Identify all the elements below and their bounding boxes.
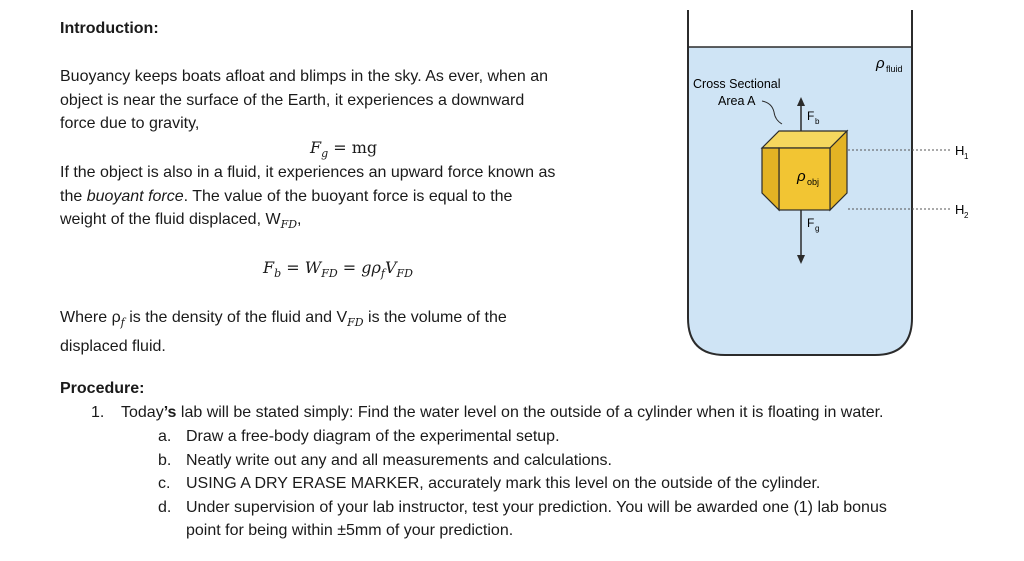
intro-line [60, 306, 660, 335]
eq-symbol: F [263, 258, 275, 277]
list-item [158, 472, 887, 496]
eq-subscript: FD [347, 316, 364, 330]
item-text: Neatly write out any and all measurements and calculations. [186, 451, 612, 469]
text-run: is the density of the fluid and V [124, 309, 348, 326]
item-text: Under supervision of your lab instructor, test your prediction. You will be awarded one (1) lab bonus [186, 498, 887, 516]
rho-fluid-subscript: fluid [886, 64, 903, 74]
intro-line: If the object is also in a fluid, it experiences an upward force known as [60, 164, 556, 181]
eq-symbol: = W [281, 258, 322, 277]
h1-subscript: 1 [964, 152, 969, 161]
fb-subscript: b [815, 117, 820, 126]
item-letter: a. [158, 428, 172, 445]
item-letter: d. [158, 498, 172, 516]
intro-paragraph-2 [60, 161, 660, 237]
rho-obj-label: ρ [797, 168, 806, 185]
text-run: weight of the fluid displaced, W [60, 211, 281, 228]
h2-subscript: 2 [964, 211, 969, 220]
list-item-continuation [158, 519, 887, 543]
area-label: Area A [718, 94, 756, 108]
item-letter: c. [158, 475, 171, 493]
eq-symbol: = gρ [337, 258, 381, 277]
eq-subscript: f [120, 316, 125, 330]
procedure-item-1 [91, 401, 883, 425]
h2-label: H [955, 202, 965, 217]
item-number: 1. [91, 404, 105, 421]
buoyant-force-term: buoyant force [86, 187, 184, 205]
item-text: point for being within ±5mm of your prediction. [186, 522, 514, 540]
h1-label: H [955, 143, 965, 158]
eq-symbol: V [384, 258, 397, 277]
list-item [158, 449, 887, 473]
intro-paragraph-1 [60, 65, 660, 136]
intro-line: force due to gravity, [60, 115, 200, 132]
rho-obj-subscript: obj [807, 177, 820, 187]
eq-subscript: FD [280, 218, 298, 232]
buoyancy-diagram [670, 0, 969, 370]
fg-subscript: g [815, 224, 820, 233]
eq-subscript: b [274, 267, 282, 281]
text-run: ’s [163, 404, 177, 421]
intro-line: object is near the surface of the Earth, it experiences a downward [60, 91, 525, 109]
buoyancy-equation [263, 258, 413, 280]
procedure-subitems [158, 425, 887, 543]
eq-symbol: = mg [328, 138, 378, 157]
text-run: Today [121, 404, 164, 421]
cross-section-label: Cross Sectional [693, 77, 781, 91]
text-run: the [60, 187, 87, 205]
item-text: Draw a free-body diagram of the experimental setup. [186, 428, 560, 445]
eq-subscript: FD [396, 267, 413, 281]
gravity-equation [310, 138, 377, 160]
rho-fluid-label: ρ [876, 55, 885, 72]
eq-symbol: F [310, 138, 322, 157]
text-run: . The value of the buoyant force is equal to the [183, 187, 513, 205]
intro-line: Buoyancy keeps boats afloat and blimps in the sky. As ever, when an [60, 68, 548, 85]
intro-line: displaced fluid. [60, 337, 166, 355]
text-run: lab will be stated simply: Find the water level on the outside of a cylinder when it is floating in water. [176, 404, 884, 421]
intro-line [60, 185, 660, 209]
procedure-heading: Procedure: [60, 380, 145, 397]
introduction-heading: Introduction: [60, 20, 159, 37]
item-letter: b. [158, 451, 172, 469]
text-run: Where ρ [60, 309, 121, 326]
eq-subscript: g [321, 147, 329, 161]
list-item [158, 496, 887, 520]
eq-subscript: f [380, 267, 385, 281]
intro-paragraph-3 [60, 306, 660, 358]
eq-subscript: FD [321, 267, 338, 281]
intro-line [60, 208, 660, 237]
fb-label: F [807, 109, 815, 123]
fg-label: F [807, 216, 815, 230]
text-run: , [297, 211, 302, 228]
text-run: is the volume of the [363, 309, 507, 326]
item-text: USING A DRY ERASE MARKER, accurately mark this level on the outside of the cylinder. [186, 475, 821, 493]
list-item [158, 425, 887, 449]
